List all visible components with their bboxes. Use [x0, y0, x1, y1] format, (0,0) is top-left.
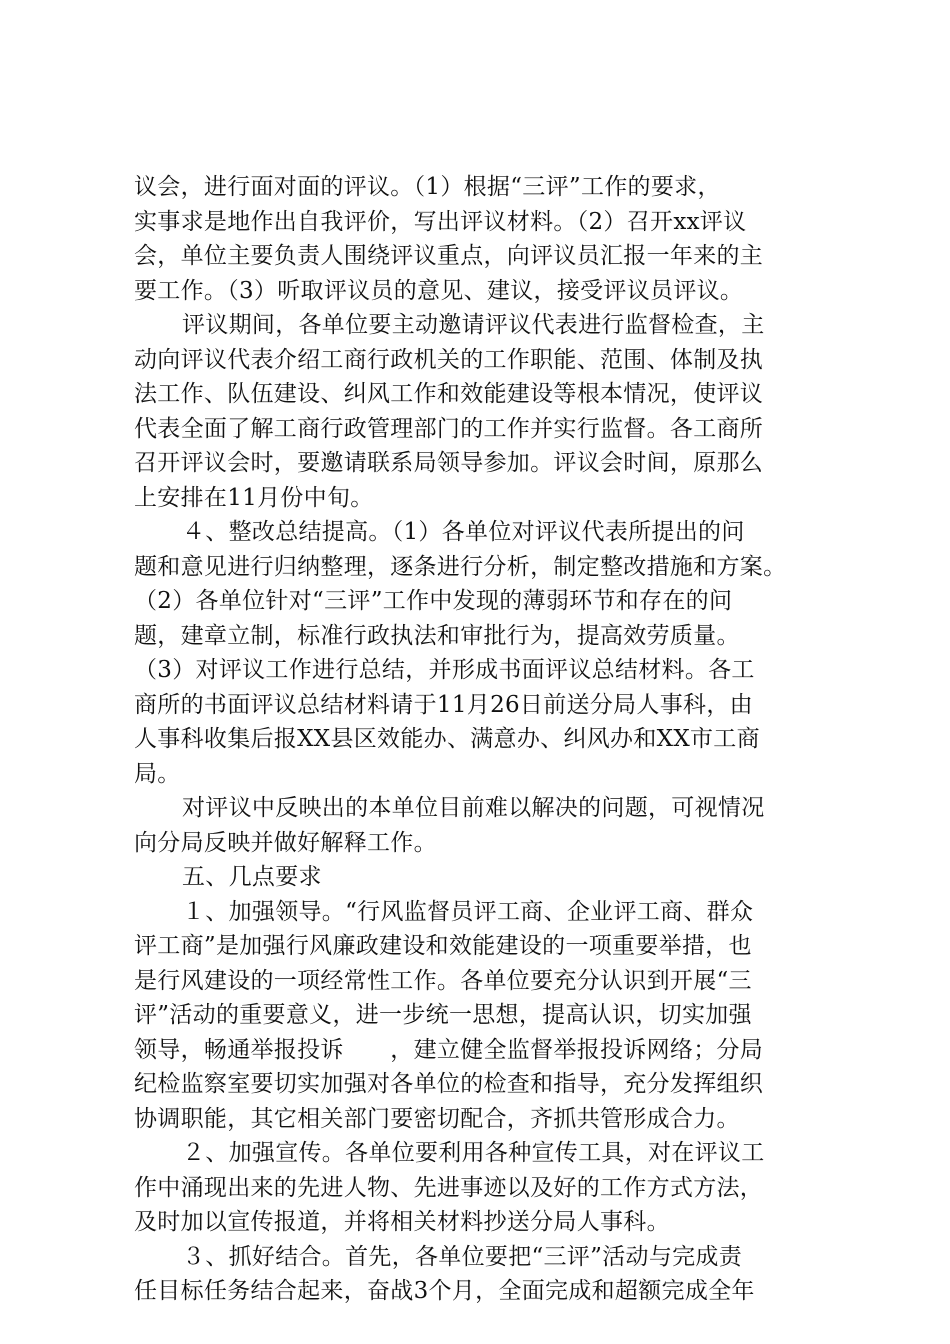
text-line: 向分局反映并做好解释工作。 — [134, 829, 437, 856]
text-line: 题和意见进行归纳整理，逐条进行分析，制定整改措施和方案。 — [134, 553, 787, 580]
text-line: ３、抓好结合。首先，各单位要把“三评”活动与完成责 — [182, 1243, 743, 1270]
text-line: ４、整改总结提高。（1）各单位对评议代表所提出的问 — [182, 519, 745, 545]
text-line: 纪检监察室要切实加强对各单位的检查和指导，充分发挥组织 — [134, 1071, 764, 1097]
text-line: ２、加强宣传。各单位要利用各种宣传工具，对在评议工 — [182, 1140, 765, 1166]
document-body — [134, 170, 824, 1309]
text-line: 协调职能，其它相关部门要密切配合，齐抓共管形成合力。 — [134, 1105, 740, 1132]
text-line: １、加强领导。“行风监督员评工商、企业评工商、群众 — [182, 898, 754, 925]
text-line: （2）各单位针对“三评”工作中发现的薄弱环节和存在的问 — [134, 588, 733, 614]
text-line: 要工作。（3）听取评议员的意见、建议，接受评议员评议。 — [134, 277, 744, 304]
text-line: （3）对评议工作进行总结，并形成书面评议总结材料。各工 — [134, 657, 755, 683]
text-line: 作中涌现出来的先进人物、先进事迹以及好的工作方式方法， — [134, 1174, 764, 1201]
text-line: 评”活动的重要意义，进一步统一思想，提高认识，切实加强 — [134, 1002, 752, 1028]
text-line: 对评议中反映出的本单位目前难以解决的问题，可视情况 — [182, 795, 765, 821]
text-line: 评议期间，各单位要主动邀请评议代表进行监督检查，主 — [182, 312, 765, 338]
text-line: 代表全面了解工商行政管理部门的工作并实行监督。各工商所 — [134, 415, 764, 442]
text-line: 题，建章立制，标准行政执法和审批行为，提高效劳质量。 — [134, 622, 740, 649]
text-line: 议会，进行面对面的评议。（1）根据“三评”工作的要求， — [134, 174, 721, 200]
text-line: 及时加以宣传报道，并将相关材料抄送分局人事科。 — [134, 1209, 670, 1235]
text-line: 评工商”是加强行风廉政建设和效能建设的一项重要举措，也 — [134, 933, 752, 959]
text-line: 上安排在11月份中旬。 — [134, 484, 374, 511]
text-line: 法工作、队伍建设、纠风工作和效能建设等根本情况，使评议 — [134, 381, 764, 407]
text-line: 领导，畅通举报投诉 ，建立健全监督举报投诉网络；分局 — [134, 1036, 764, 1063]
text-line: 局。 — [134, 760, 181, 787]
text-line: 是行风建设的一项经常性工作。各单位要充分认识到开展“三 — [134, 967, 752, 994]
text-line: 实事求是地作出自我评价，写出评议材料。（2）召开xx评议 — [134, 208, 747, 235]
text-line: 会，单位主要负责人围绕评议重点，向评议员汇报一年来的主 — [134, 243, 764, 269]
text-line: 任目标任务结合起来，奋战3个月，全面完成和超额完成全年 — [134, 1278, 755, 1304]
text-line: 商所的书面评议总结材料请于11月26日前送分局人事科，由 — [134, 691, 753, 718]
text-line: 动向评议代表介绍工商行政机关的工作职能、范围、体制及执 — [134, 346, 764, 373]
text-line: 五、几点要求 — [182, 864, 322, 890]
text-line: 召开评议会时，要邀请联系局领导参加。评议会时间，原那么 — [134, 450, 764, 476]
text-line: 人事科收集后报XX县区效能办、满意办、纠风办和XX市工商 — [134, 726, 760, 752]
